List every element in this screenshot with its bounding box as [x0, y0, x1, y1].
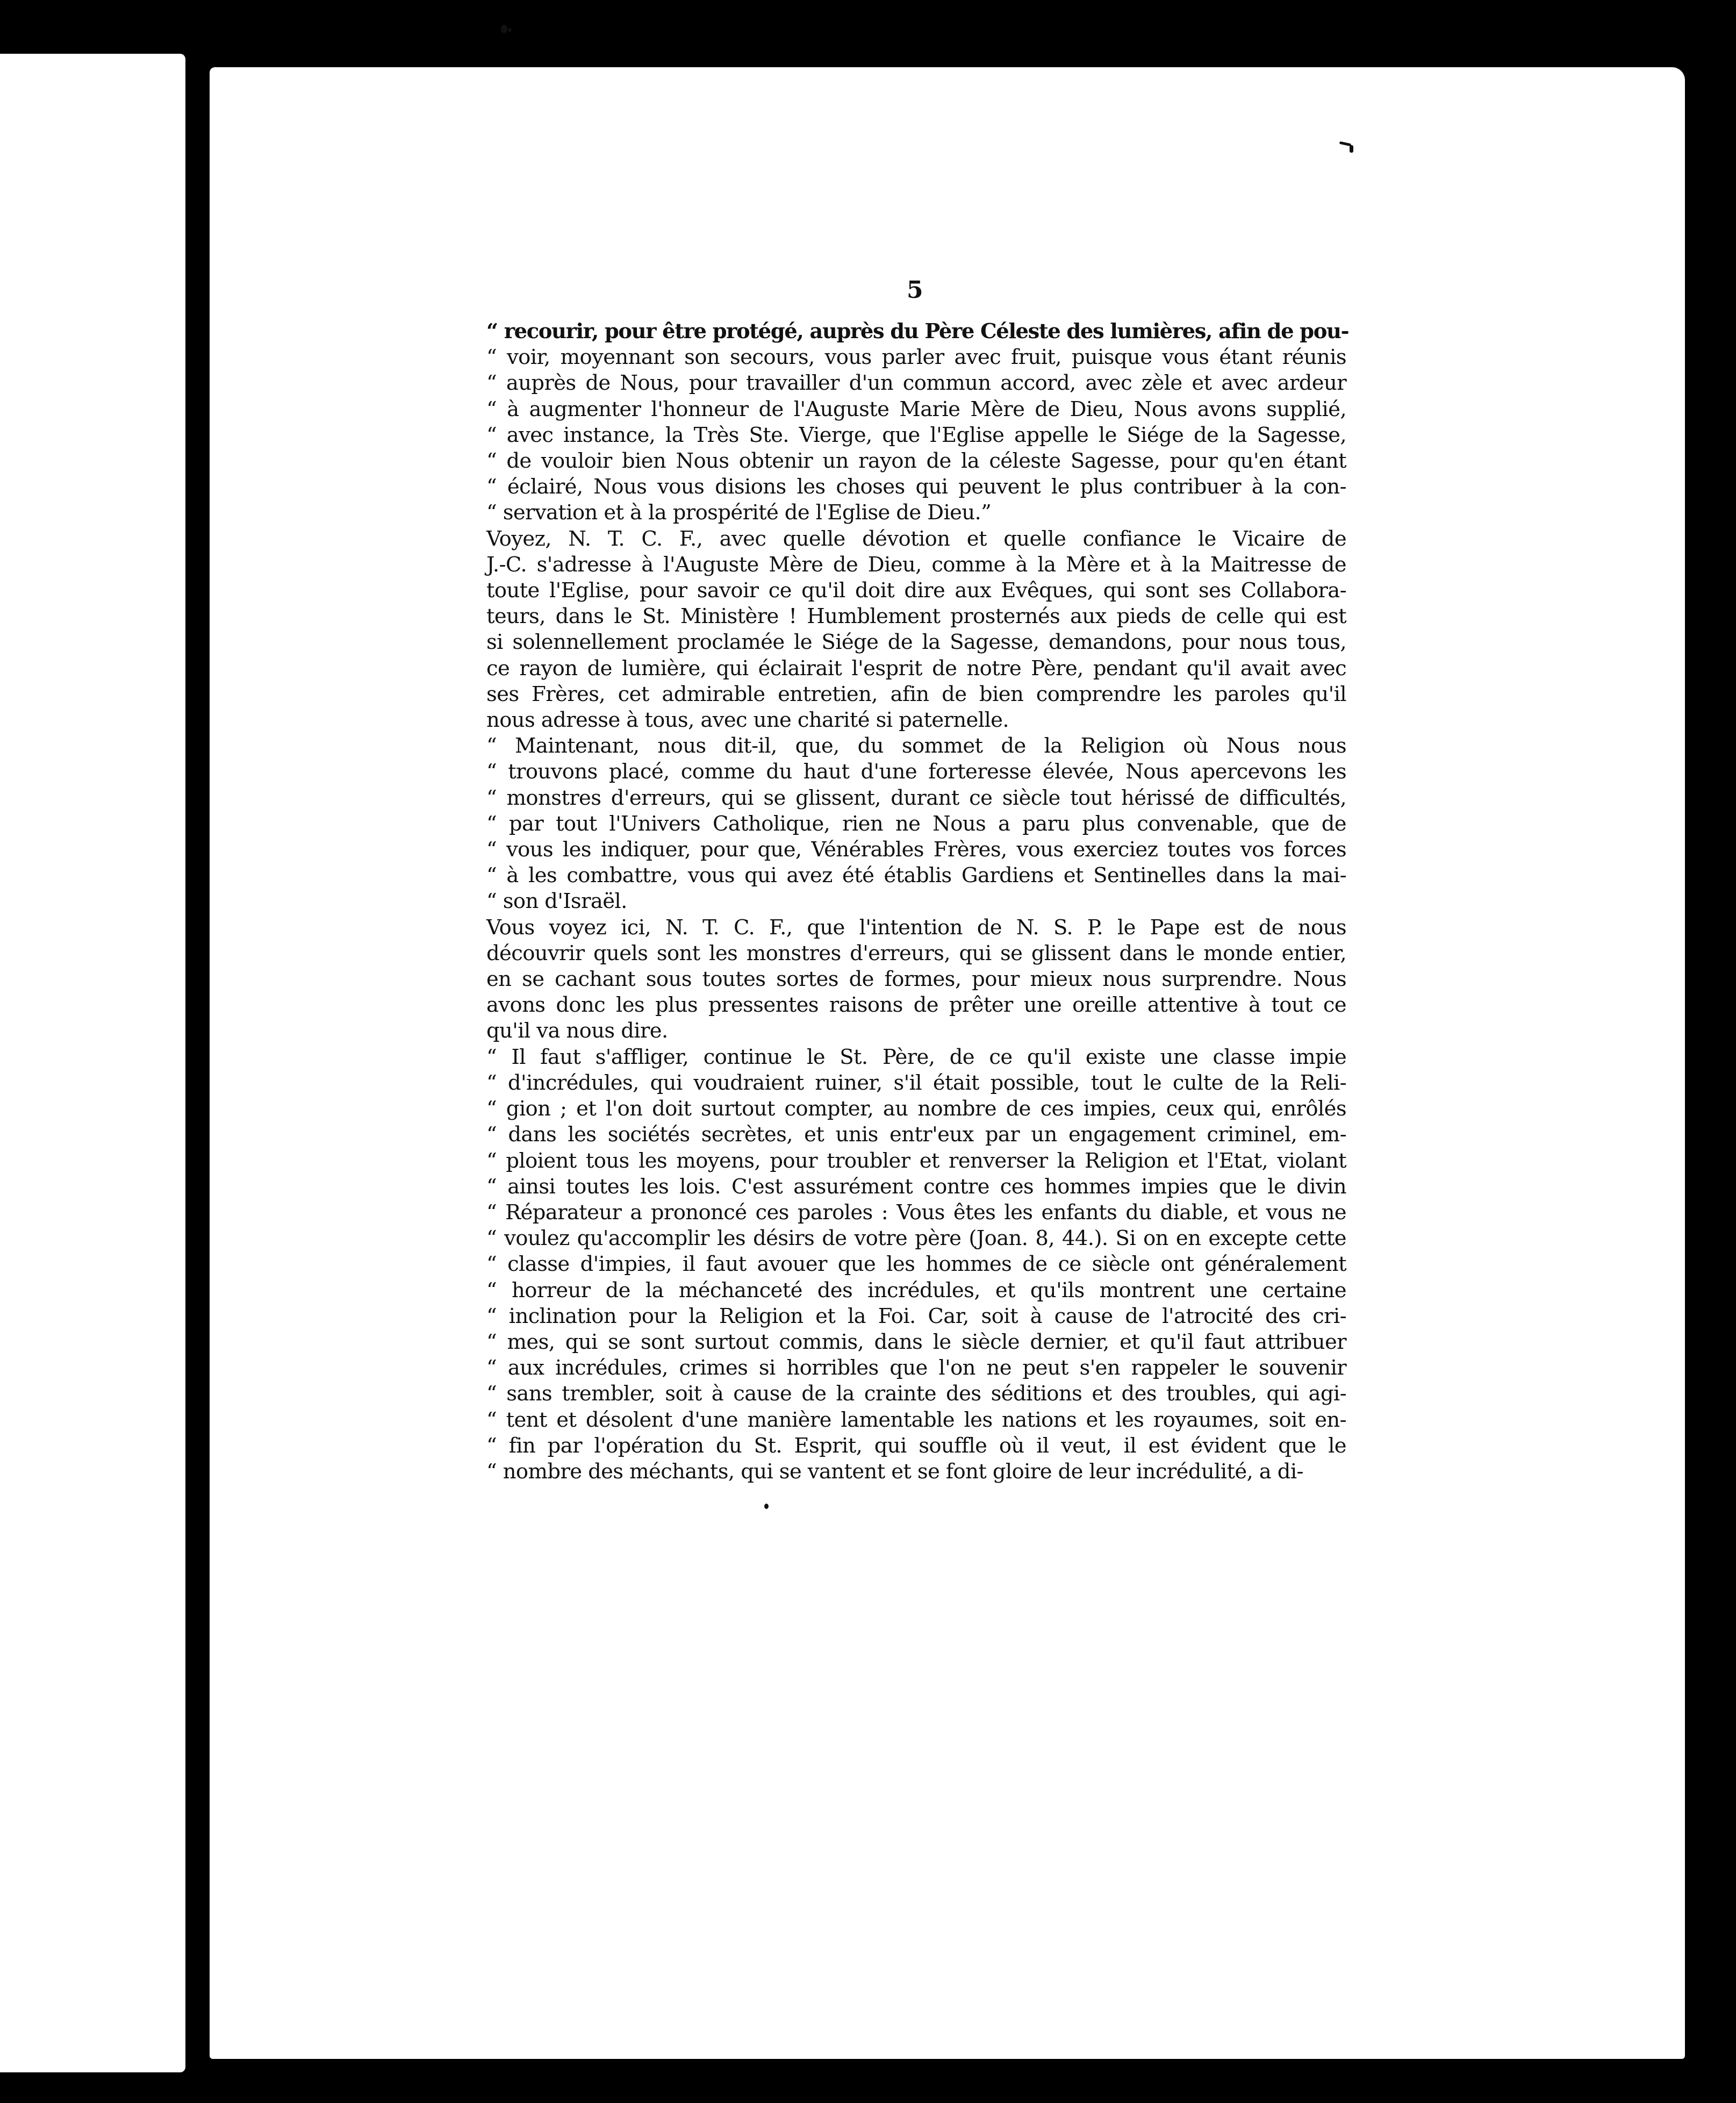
scan-speck [501, 25, 507, 33]
text-line: “ sans trembler, soit à cause de la crainte des séditions et des troubles, qui agi- [486, 1382, 1346, 1406]
scan-speck [508, 28, 511, 32]
text-line: toute l'Eglise, pour savoir ce qu'il doit dire aux Evêques, qui sont ses Collabora- [486, 578, 1346, 603]
text-line: “ servation et à la prospérité de l'Eglise de Dieu.” [486, 500, 992, 525]
text-line: Vous voyez ici, N. T. C. F., que l'intention de N. S. P. le Pape est de nous [486, 915, 1346, 940]
paragraph [486, 915, 1346, 1045]
text-line: “ horreur de la méchanceté des incrédules, et qu'ils montrent une certaine [486, 1278, 1346, 1303]
text-line: “ vous les indiquer, pour que, Vénérables Frères, vous exerciez toutes vos forces [486, 838, 1346, 862]
text-line: “ ploient tous les moyens, pour troubler et renverser la Religion et l'Etat, violant [486, 1148, 1346, 1173]
text-line: “ son d'Israël. [486, 889, 627, 914]
text-line: qu'il va nous dire. [486, 1019, 668, 1043]
text-line: Voyez, N. T. C. F., avec quelle dévotion et quelle confiance le Vicaire de [486, 526, 1346, 551]
paragraph [486, 1045, 1346, 1485]
text-line: “ éclairé, Nous vous disions les choses qui peuvent le plus contribuer à la con- [486, 475, 1346, 499]
text-line: “ voir, moyennant son secours, vous parler avec fruit, puisque vous étant réunis [486, 345, 1346, 370]
text-line: “ d'incrédules, qui voudraient ruiner, s'il était possible, tout le culte de la Reli- [486, 1070, 1346, 1095]
paragraph [486, 526, 1346, 734]
text-line: si solennellement proclamée le Siége de la Sagesse, demandons, pour nous tous, [486, 630, 1346, 655]
text-line: “ de vouloir bien Nous obtenir un rayon de la céleste Sagesse, pour qu'en étant [486, 449, 1346, 474]
text-line: “ recourir, pour être protégé, auprès du Père Céleste des lumières, afin de pou- [486, 319, 1349, 344]
text-line: en se cachant sous toutes sortes de formes, pour mieux nous surprendre. Nous [486, 967, 1346, 992]
paragraph [486, 733, 1346, 914]
page-mark [1350, 145, 1353, 153]
previous-page-edge [0, 54, 185, 2072]
text-line: “ voulez qu'accomplir les désirs de votre père (Joan. 8, 44.). Si on en excepte cette [486, 1226, 1346, 1251]
text-line: “ classe d'impies, il faut avouer que les hommes de ce siècle ont généralement [486, 1252, 1346, 1277]
text-line: “ trouvons placé, comme du haut d'une forteresse élevée, Nous apercevons les [486, 760, 1346, 784]
text-line: “ ainsi toutes les lois. C'est assurément contre ces hommes impies que le divin [486, 1174, 1346, 1199]
ink-dot [764, 1504, 769, 1509]
page-number: 5 [907, 276, 923, 304]
text-line: “ fin par l'opération du St. Esprit, qui souffle où il veut, il est évident que le [486, 1433, 1346, 1458]
text-line: “ à augmenter l'honneur de l'Auguste Marie Mère de Dieu, Nous avons supplié, [486, 397, 1346, 421]
text-line: J.-C. s'adresse à l'Auguste Mère de Dieu, comme à la Mère et à la Maitresse de [486, 552, 1346, 577]
text-line: “ dans les sociétés secrètes, et unis entr'eux par un engagement criminel, em- [486, 1122, 1346, 1147]
text-line: “ inclination pour la Religion et la Foi. Car, soit à cause de l'atrocité des cri- [486, 1304, 1346, 1328]
text-line: “ mes, qui se sont surtout commis, dans le siècle dernier, et qu'il faut attribuer [486, 1329, 1346, 1354]
text-line: “ Réparateur a prononcé ces paroles : Vous êtes les enfants du diable, et vous ne [486, 1200, 1346, 1225]
text-line: avons donc les plus pressentes raisons de prêter une oreille attentive à tout ce [486, 993, 1346, 1018]
text-line: “ à les combattre, vous qui avez été établis Gardiens et Sentinelles dans la mai- [486, 863, 1346, 888]
paragraph [486, 319, 1349, 526]
text-line: ses Frères, cet admirable entretien, afin de bien comprendre les paroles qu'il [486, 682, 1346, 706]
text-line: “ Il faut s'affliger, continue le St. Père, de ce qu'il existe une classe impie [486, 1045, 1346, 1069]
text-line: “ par tout l'Univers Catholique, rien ne Nous a paru plus convenable, que de [486, 811, 1346, 836]
text-line: ce rayon de lumière, qui éclairait l'esprit de notre Père, pendant qu'il avait avec [486, 656, 1346, 681]
text-line: “ aux incrédules, crimes si horribles que l'on ne peut s'en rappeler le souvenir [486, 1356, 1346, 1380]
text-line: “ avec instance, la Très Ste. Vierge, que l'Eglise appelle le Siége de la Sagesse, [486, 423, 1346, 447]
text-line: “ auprès de Nous, pour travailler d'un commun accord, avec zèle et avec ardeur [486, 371, 1346, 396]
text-line: “ nombre des méchants, qui se vantent et se font gloire de leur incrédulité, a di- [486, 1459, 1303, 1484]
text-line: “ tent et désolent d'une manière lamentable les nations et les royaumes, soit en- [486, 1407, 1346, 1432]
text-line: teurs, dans le St. Ministère ! Humblement prosternés aux pieds de celle qui est [486, 604, 1346, 629]
text-line: “ monstres d'erreurs, qui se glissent, durant ce siècle tout hérissé de difficultés, [486, 785, 1346, 810]
text-line: “ gion ; et l'on doit surtout compter, au nombre de ces impies, ceux qui, enrôlés [486, 1097, 1346, 1121]
text-line: nous adresse à tous, avec une charité si paternelle. [486, 708, 1009, 733]
body-text [486, 319, 1349, 1485]
text-line: découvrir quels sont les monstres d'erreurs, qui se glissent dans le monde entier, [486, 941, 1346, 965]
text-line: “ Maintenant, nous dit-il, que, du sommet de la Religion où Nous nous [486, 734, 1346, 759]
